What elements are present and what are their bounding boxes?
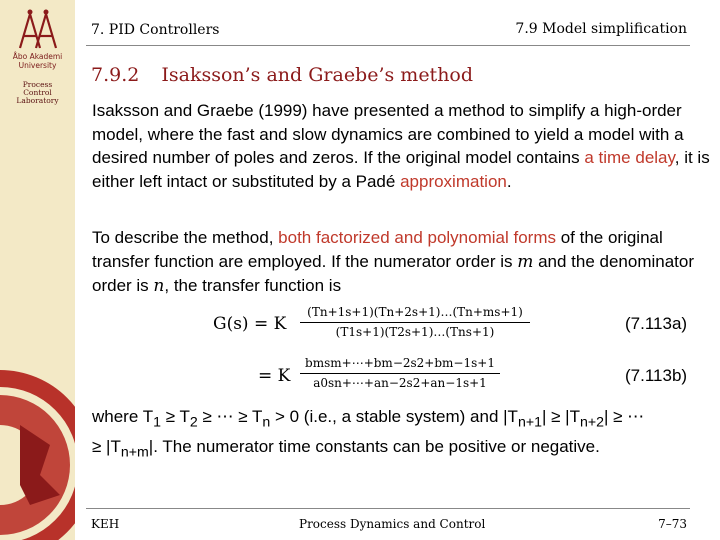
method-text-4: , the transfer function is [164,276,342,295]
footer-author: KEH [91,517,120,531]
paragraph-conditions [92,405,652,465]
lab-line3: Laboratory [16,96,59,105]
cond-sub-6: n+m [120,444,149,461]
cond-text-2: ≥ T [160,407,190,426]
lab-name [0,81,75,105]
intro-highlight-time-delay: a time delay [584,148,675,167]
header-chapter: 7. PID Controllers [91,22,220,38]
cond-sub-5: n+2 [579,414,604,431]
eq2-label: (7.113b) [625,366,688,385]
cond-sub-2: 2 [189,414,198,431]
eq2-fraction-bar [300,373,500,374]
section-title-text: Isaksson’s and Graebe’s method [161,64,474,86]
cond-text-3: ≥ ⋯ ≥ T [197,407,263,426]
lab-line1: Process [22,80,53,89]
intro-text-3: . [506,171,512,191]
lab-line2: Control [23,88,52,97]
cond-text-7: |. The numerator time constants can be positive or negative. [148,436,600,456]
logo-text-line1: Åbo Akademi [12,52,63,61]
eq1-numerator: (Tn+1s+1)(Tn+2s+1)…(Tn+ms+1) [307,305,523,319]
university-seal-icon [0,365,75,540]
intro-text-1: Isaksson and Graebe (1999) have presented a method to simplify a high-order model, where the fast and slow dynamics are combined to yield a model with a desired number of poles and zeros. If the original model contains [92,101,684,167]
eq1-label: (7.113a) [625,314,688,333]
footer-course: Process Dynamics and Control [299,517,486,531]
math-n: n [153,276,165,296]
eq2-fraction [300,356,500,396]
math-m: m [517,251,534,272]
eq2-numerator: bmsm+⋯+bm−2s2+bm−1s+1 [305,356,495,370]
section-title [91,64,473,86]
university-crest-icon [16,8,60,52]
eq1-lhs: G(s) = K [213,314,287,334]
method-text-2: of the original transfer function are employed. If the numerator order is [92,228,663,271]
cond-sub-3: n [262,414,271,431]
cond-sub-1: 1 [153,414,161,431]
intro-text-2: , it is either left intact or substituted by a Padé [92,148,710,191]
paragraph-intro [92,99,712,193]
sidebar [0,0,75,540]
eq1-denominator: (T1s+1)(T2s+1)…(Tns+1) [335,325,495,339]
footer-page-number: 7–73 [658,517,687,531]
header-divider [86,45,690,46]
method-text-3: and the denominator order is [92,251,695,295]
logo-text-line2: University [18,61,57,70]
intro-highlight-approximation: approximation [400,171,507,191]
eq2-lhs: = K [258,366,291,386]
university-logo [0,8,75,70]
method-highlight-forms: both factorized and polynomial forms [278,228,556,247]
method-text-1: To describe the method, [92,228,279,247]
header-section: 7.9 Model simplification [515,21,687,37]
cond-text-1: where T [92,407,154,426]
footer-divider [86,508,690,509]
cond-text-6: | ≥ ⋯ ≥ |T [92,407,645,456]
eq2-denominator: a0sn+⋯+an−2s2+an−1s+1 [313,376,487,390]
section-number: 7.9.2 [91,64,140,86]
cond-sub-4: n+1 [517,414,542,431]
cond-text-4: > 0 (i.e., a stable system) and |T [270,407,518,426]
eq1-fraction [300,305,530,345]
eq1-fraction-bar [300,322,530,323]
paragraph-method [92,226,712,299]
cond-text-5: | ≥ |T [541,407,580,426]
